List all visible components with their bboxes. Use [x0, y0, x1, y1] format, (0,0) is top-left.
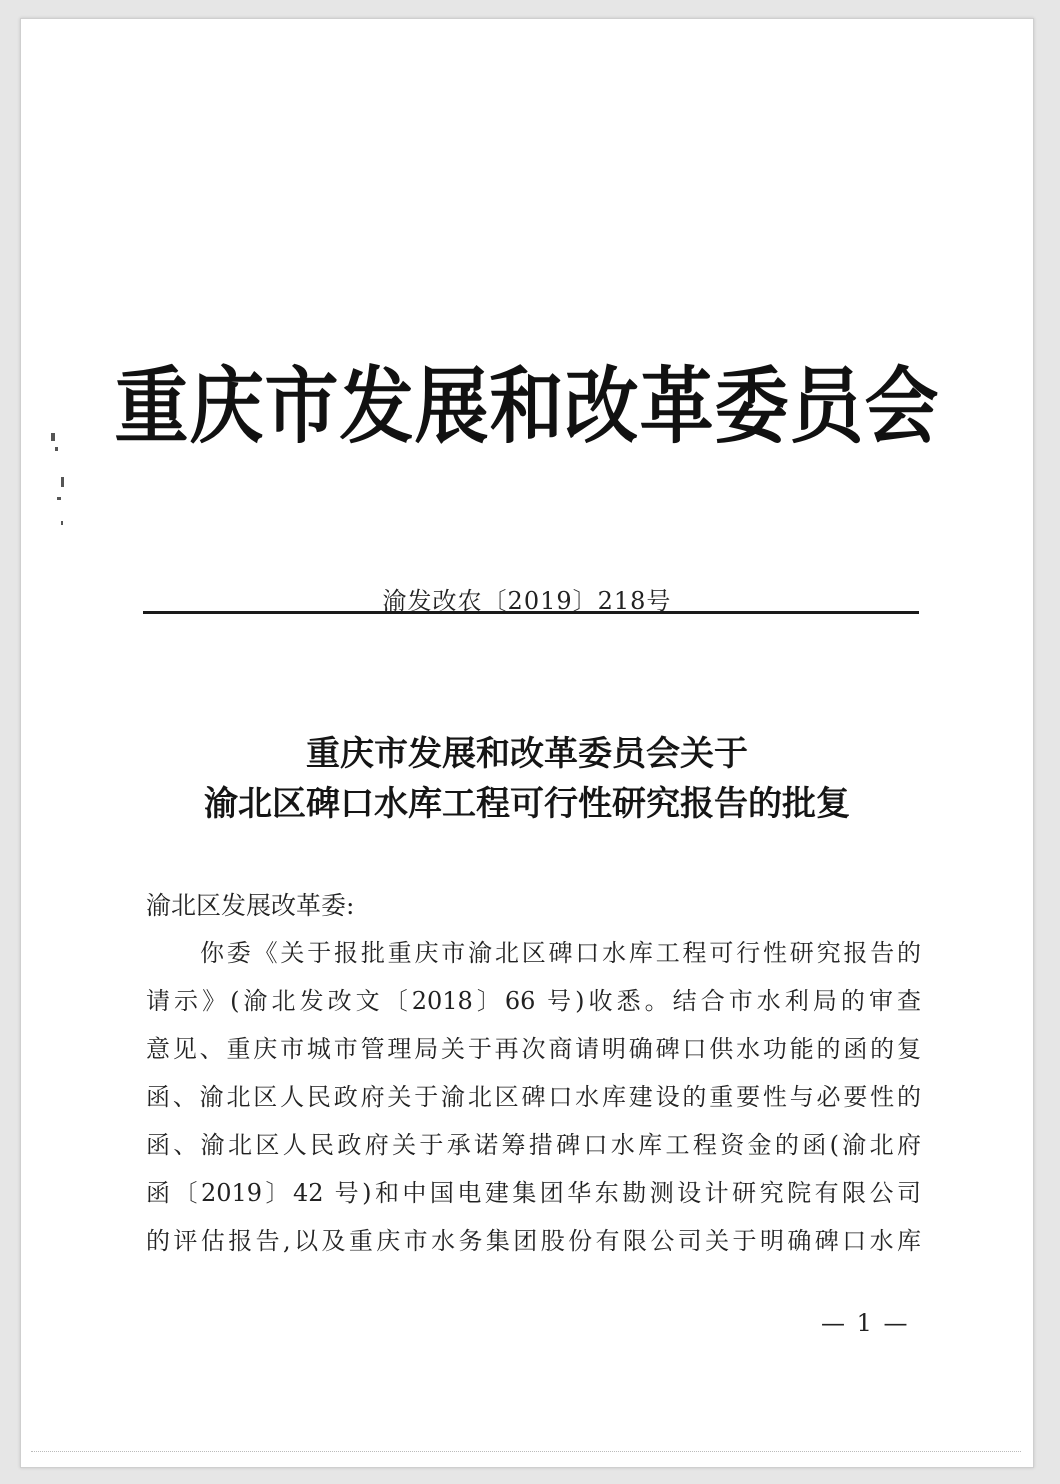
body-line: 你委《关于报批重庆市渝北区碑口水库工程可行性研究报告的	[200, 939, 921, 967]
page-number: — 1 —	[821, 1309, 910, 1337]
body-line: 请示》(渝北发改文〔2018〕66 号)收悉。结合市水利局的审查	[146, 987, 921, 1015]
body-line: 意见、重庆市城市管理局关于再次商请明确碑口供水功能的函的复	[146, 1035, 921, 1063]
body-line: 的评估报告,以及重庆市水务集团股份有限公司关于明确碑口水库	[146, 1227, 921, 1255]
body-paragraph	[146, 929, 921, 1265]
subject-line-2: 渝北区碑口水库工程可行性研究报告的批复	[204, 784, 850, 824]
body-line: 函〔2019〕42 号)和中国电建集团华东勘测设计研究院有限公司	[146, 1179, 921, 1207]
body-line: 函、渝北区人民政府关于承诺筹措碑口水库工程资金的函(渝北府	[146, 1131, 921, 1159]
document-subject	[21, 729, 1033, 829]
scan-edge-line	[31, 1451, 1021, 1452]
addressee: 渝北区发展改革委:	[146, 891, 355, 920]
document-page	[20, 18, 1034, 1468]
document-number: 渝发改农〔2019〕218号	[382, 587, 672, 615]
subject-line-1: 重庆市发展和改革委员会关于	[306, 734, 748, 774]
body-line: 函、渝北区人民政府关于渝北区碑口水库建设的重要性与必要性的	[146, 1083, 921, 1111]
issuing-organization-title: 重庆市发展和改革委员会	[114, 358, 940, 456]
header-divider	[143, 611, 919, 614]
